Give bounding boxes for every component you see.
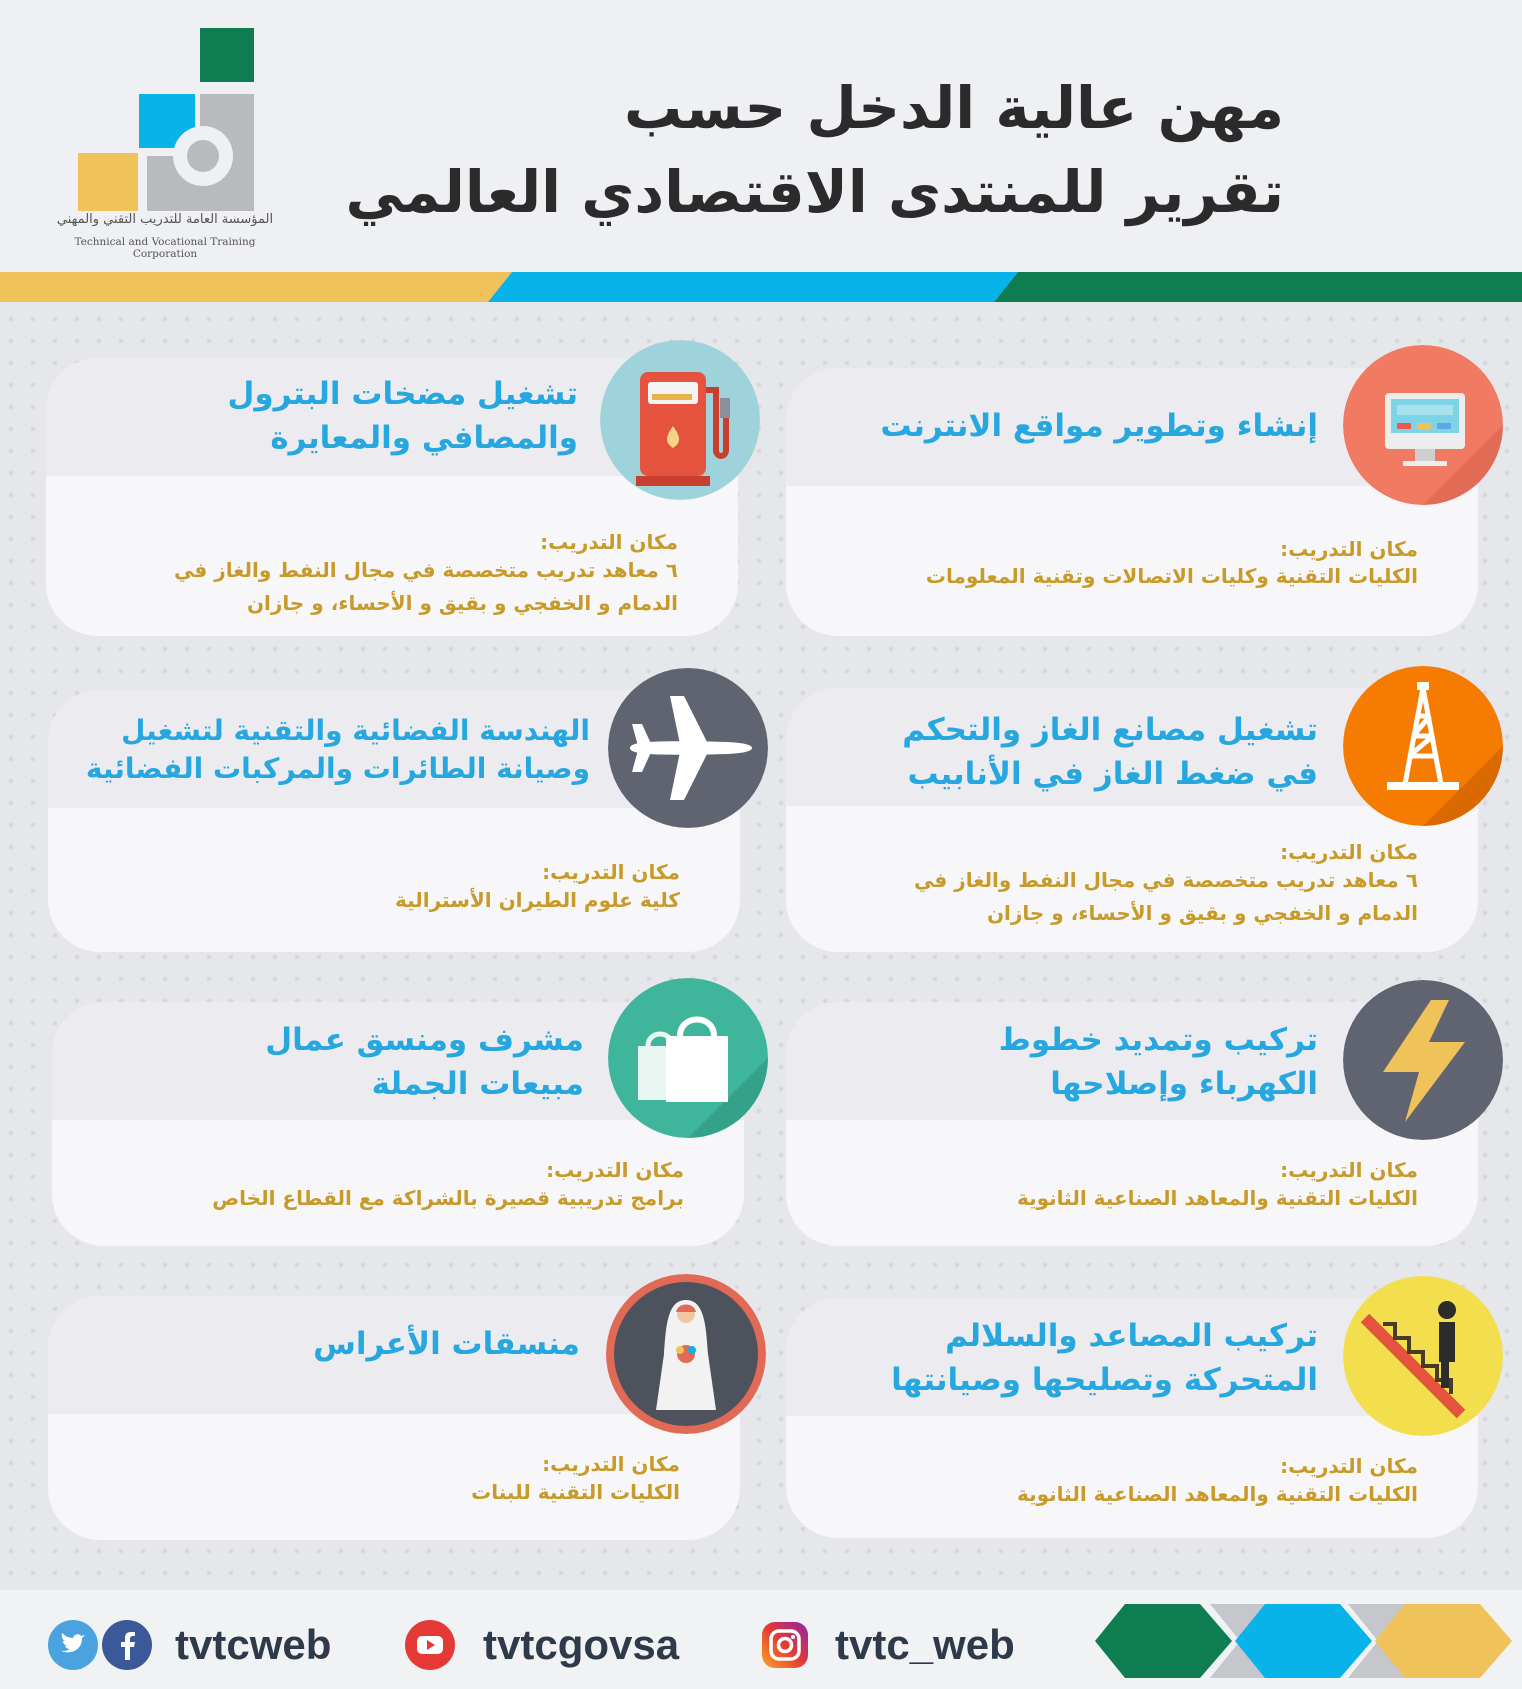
page-title	[346, 66, 1284, 234]
training-label: مكان التدريب:	[1280, 1158, 1418, 1182]
escalator-icon	[1343, 1276, 1503, 1436]
oil-rig-icon	[1343, 666, 1503, 826]
computer-monitor-icon	[1343, 345, 1503, 505]
training-label: مكان التدريب:	[1280, 1454, 1418, 1478]
instagram-handle[interactable]: tvtc_web	[835, 1621, 1015, 1668]
training-label: مكان التدريب:	[542, 860, 680, 884]
shopping-bags-icon	[608, 978, 768, 1138]
youtube-handle[interactable]: tvtcgovsa	[483, 1621, 680, 1668]
card-title: منسقات الأعراس	[313, 1326, 580, 1362]
training-place: الكليات التقنية والمعاهد الصناعية الثانوية	[1016, 1482, 1418, 1506]
card-title: تشغيل مضخات البترول والمصافي والمعايرة	[227, 376, 578, 456]
title-line-1: مهن عالية الدخل حسب	[624, 74, 1284, 142]
training-label: مكان التدريب:	[1280, 840, 1418, 864]
training-place: ٦ معاهد تدريب متخصصة في مجال النفط والغاز في الدمام و الخفجي و بقيق و الأحساء، و جازان	[913, 868, 1418, 925]
youtube-icon[interactable]	[405, 1620, 455, 1670]
training-label: مكان التدريب:	[1280, 537, 1418, 561]
card-title: إنشاء وتطوير مواقع الانترنت	[880, 408, 1318, 444]
logo-english-text: Technical and Vocational Training Corporation	[74, 236, 256, 260]
training-label: مكان التدريب:	[546, 1158, 684, 1182]
fuel-pump-icon	[600, 340, 760, 500]
card-title: الهندسة الفضائية والتقنية لتشغيل وصيانة الطائرات والمركبات الفضائية	[85, 714, 590, 785]
footer-diamonds-decoration	[1095, 1598, 1522, 1684]
training-place: الكليات التقنية والمعاهد الصناعية الثانوية	[1016, 1186, 1418, 1210]
card-title: تشغيل مصانع الغاز والتحكم في ضغط الغاز في الأنابيب	[902, 712, 1318, 792]
color-stripes	[0, 272, 1522, 302]
card-title: تركيب وتمديد خطوط الكهرباء وإصلاحها	[998, 1022, 1318, 1102]
airplane-icon	[608, 668, 768, 828]
training-label: مكان التدريب:	[540, 530, 678, 554]
twitter-icon[interactable]	[48, 1620, 98, 1670]
logo-arabic-text: المؤسسة العامة للتدريب التقني والمهني	[56, 212, 274, 227]
logo-mark-icon	[55, 28, 275, 212]
training-place: كلية علوم الطيران الأسترالية	[394, 888, 680, 912]
card-title: تركيب المصاعد والسلالم المتحركة وتصليحها وصيانتها	[891, 1318, 1318, 1398]
training-place: ٦ معاهد تدريب متخصصة في مجال النفط والغاز في الدمام و الخفجي و بقيق و الأحساء، و جازان	[173, 558, 678, 615]
training-place: الكليات التقنية وكليات الاتصالات وتقنية المعلومات	[925, 564, 1418, 588]
lightning-icon	[1343, 980, 1503, 1140]
tvtc-logo	[55, 28, 275, 260]
facebook-icon[interactable]	[102, 1620, 152, 1670]
training-place: برامج تدريبية قصيرة بالشراكة مع القطاع الخاص	[212, 1186, 684, 1210]
instagram-icon[interactable]	[760, 1620, 810, 1670]
twitter-handle[interactable]: tvtcweb	[175, 1621, 332, 1668]
training-label: مكان التدريب:	[542, 1452, 680, 1476]
title-line-2: تقرير للمنتدى الاقتصادي العالمي	[345, 158, 1284, 226]
bride-icon	[606, 1274, 766, 1434]
card-title: مشرف ومنسق عمال مبيعات الجملة	[265, 1022, 584, 1102]
training-place: الكليات التقنية للبنات	[471, 1480, 680, 1504]
